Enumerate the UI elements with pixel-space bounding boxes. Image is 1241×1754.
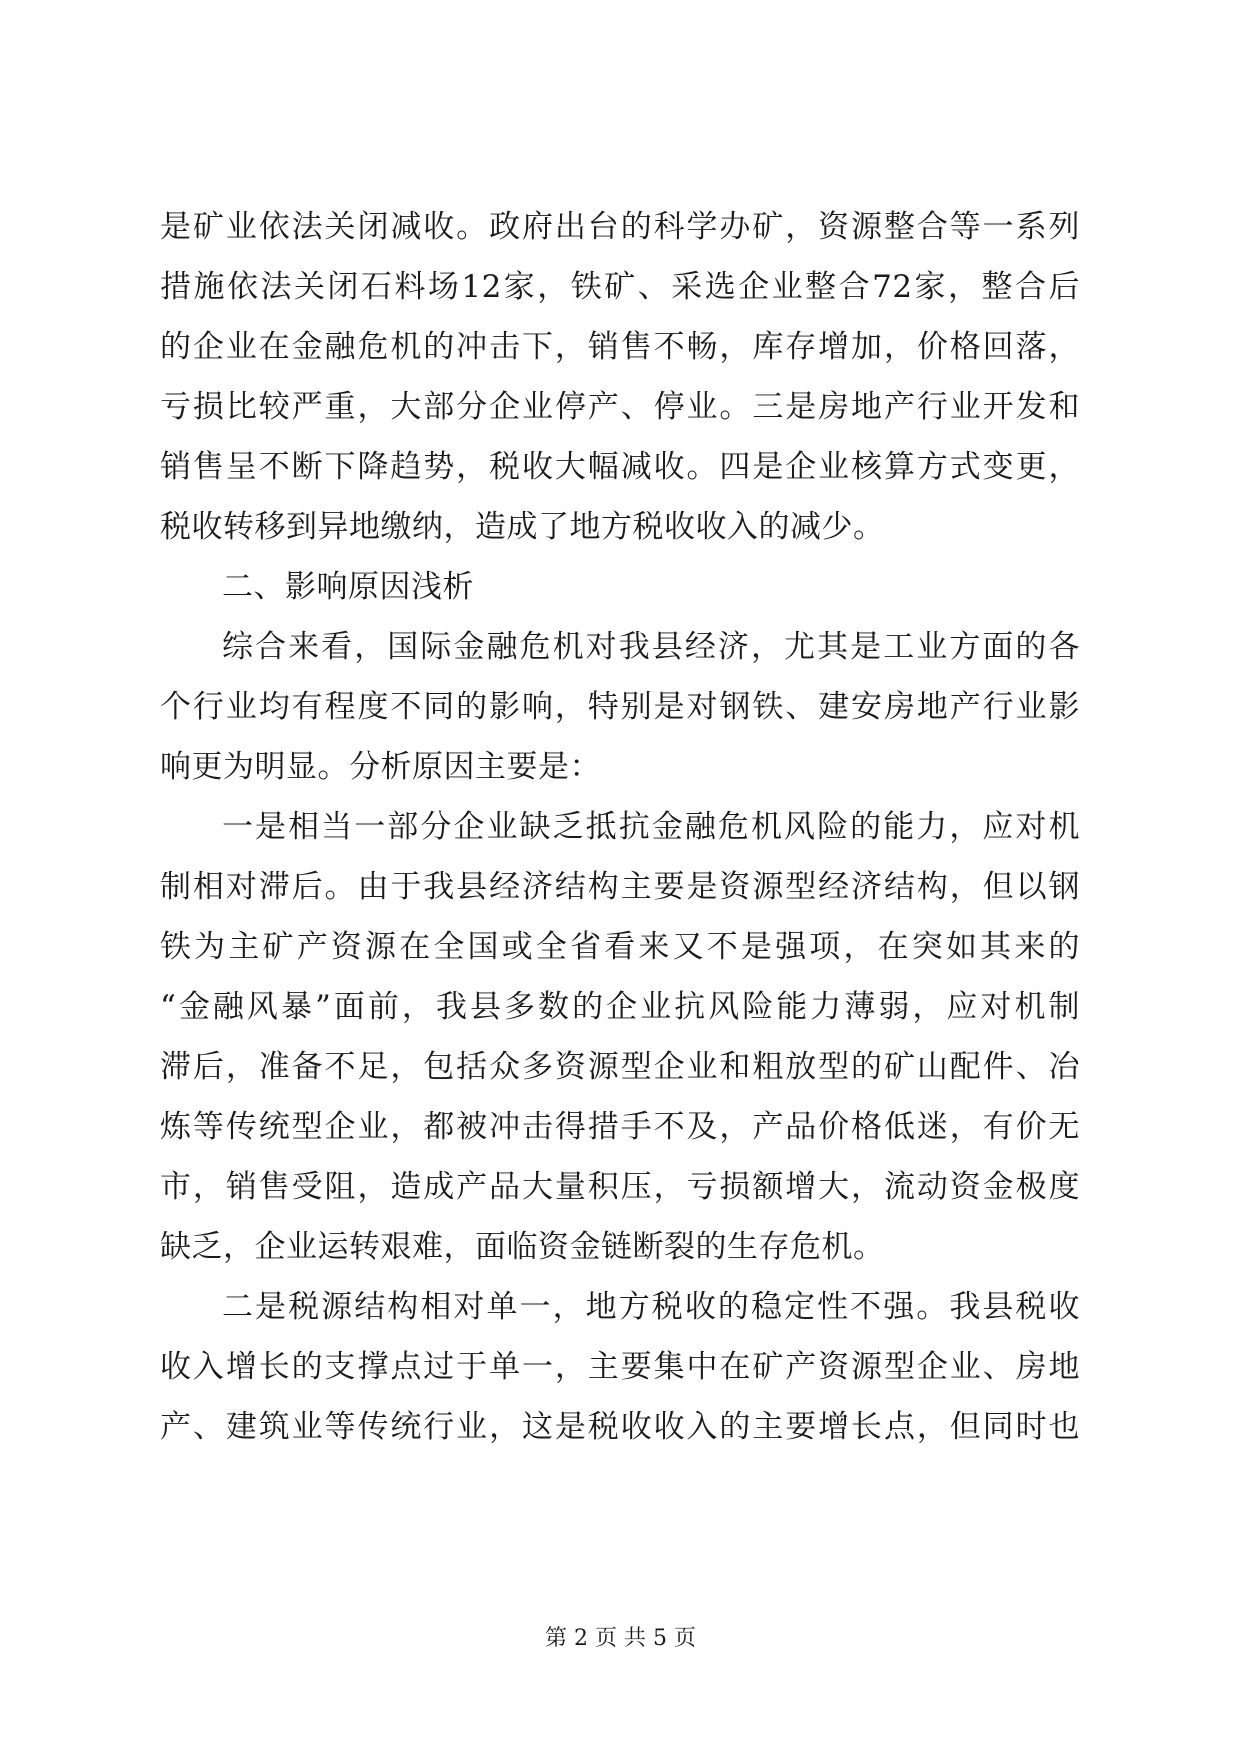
text-line: 产、建筑业等传统行业，这是税收收入的主要增长点，但同时也: [160, 1409, 1080, 1445]
text-line: 是矿业依法关闭减收。政府出台的科学办矿，资源整合等一系列: [160, 209, 1080, 245]
text-line: 炼等传统型企业，都被冲击得措手不及，产品价格低迷，有价无: [160, 1109, 1080, 1145]
text-line: 的企业在金融危机的冲击下，销售不畅，库存增加，价格回落，: [160, 329, 1080, 365]
text-line: “金融风暴”面前，我县多数的企业抗风险能力薄弱，应对机制: [160, 989, 1080, 1025]
text-line: 个行业均有程度不同的影响，特别是对钢铁、建安房地产行业影: [160, 689, 1080, 725]
text-line: 措施依法关闭石料场12家，铁矿、采选企业整合72家，整合后: [160, 269, 1080, 305]
text-line: 制相对滞后。由于我县经济结构主要是资源型经济结构，但以钢: [160, 869, 1080, 905]
text-line: 一是相当一部分企业缺乏抵抗金融危机风险的能力，应对机: [222, 809, 1080, 845]
text-line: 市，销售受阻，造成产品大量积压，亏损额增大，流动资金极度: [160, 1169, 1080, 1205]
text-line: 缺乏，企业运转艰难，面临资金链断裂的生存危机。: [160, 1229, 885, 1265]
text-line: 铁为主矿产资源在全国或全省看来又不是强项，在突如其来的: [160, 929, 1080, 965]
text-line: 响更为明显。分析原因主要是：: [160, 749, 601, 785]
text-line: 二是税源结构相对单一，地方税收的稳定性不强。我县税收: [222, 1289, 1080, 1325]
text-line: 销售呈不断下降趋势，税收大幅减收。四是企业核算方式变更，: [160, 449, 1080, 485]
page-number-footer: 第 2 页 共 5 页: [545, 1626, 696, 1651]
text-line: 滞后，准备不足，包括众多资源型企业和粗放型的矿山配件、冶: [160, 1049, 1080, 1085]
text-line: 收入增长的支撑点过于单一，主要集中在矿产资源型企业、房地: [160, 1349, 1080, 1385]
text-line: 亏损比较严重，大部分企业停产、停业。三是房地产行业开发和: [160, 389, 1080, 425]
text-line: 综合来看，国际金融危机对我县经济，尤其是工业方面的各: [222, 629, 1080, 665]
section-heading: 二、影响原因浅析: [222, 569, 474, 605]
text-line: 税收转移到异地缴纳，造成了地方税收收入的减少。: [160, 509, 885, 545]
